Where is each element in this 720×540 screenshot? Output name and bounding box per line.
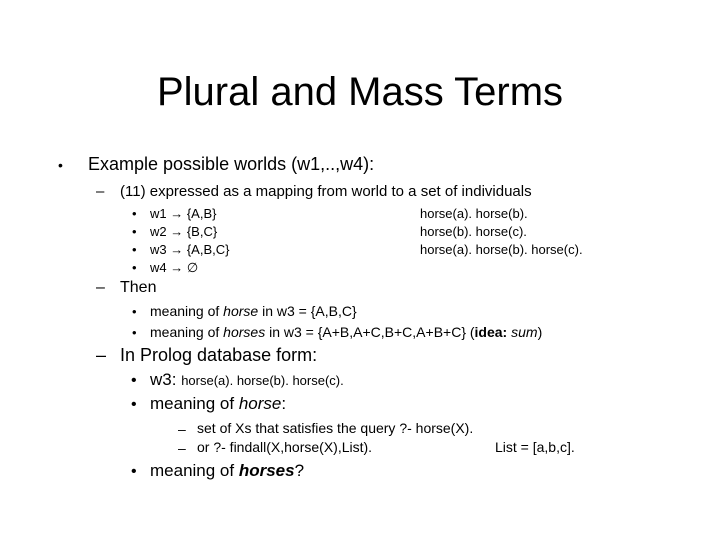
world-w1-mapping: w1 → {A,B}: [150, 206, 217, 221]
world-w4-mapping: w4 → ∅: [150, 260, 199, 275]
meaning-horse-w3: meaning of horse in w3 = {A,B,C}: [150, 303, 357, 319]
meaning-horses-question: meaning of horses?: [150, 461, 305, 480]
world-w2-facts: horse(b). horse(c).: [420, 224, 527, 239]
bullet-marker: •: [131, 396, 137, 413]
bullet-marker: •: [131, 463, 137, 480]
dash-marker: –: [96, 279, 105, 296]
prolog-heading: In Prolog database form:: [120, 345, 318, 365]
bullet-marker: •: [131, 372, 137, 389]
mapping-description: (11) expressed as a mapping from world to a set of individuals: [120, 183, 532, 200]
bullet-marker: •: [132, 242, 137, 257]
xs-satisfies-query: set of Xs that satisfies the query ?- horse(X).: [197, 420, 474, 436]
world-w2-mapping: w2 → {B,C}: [150, 224, 218, 239]
world-w1-facts: horse(a). horse(b).: [420, 206, 528, 221]
slide-title: Plural and Mass Terms: [156, 70, 564, 114]
bullet-example-worlds: Example possible worlds (w1,..,w4):: [88, 154, 375, 174]
bullet-marker: •: [132, 260, 137, 275]
findall-result: List = [a,b,c].: [495, 439, 575, 455]
dash-marker: –: [96, 345, 107, 365]
bullet-marker: •: [132, 325, 137, 340]
findall-query: or ?- findall(X,horse(X),List).: [197, 439, 373, 455]
then-heading: Then: [120, 279, 157, 296]
prolog-w3: w3: horse(a). horse(b). horse(c).: [150, 370, 344, 389]
world-w3-facts: horse(a). horse(b). horse(c).: [420, 242, 583, 257]
bullet-marker: •: [132, 206, 137, 221]
bullet-marker: •: [132, 304, 137, 319]
dash-marker: –: [96, 183, 105, 200]
prolog-meaning-horse: meaning of horse:: [150, 394, 287, 413]
world-w3-mapping: w3 → {A,B,C}: [150, 242, 230, 257]
bullet-marker: •: [58, 157, 63, 173]
dash-marker: –: [178, 421, 186, 437]
dash-marker: –: [178, 440, 186, 456]
bullet-marker: •: [132, 224, 137, 239]
meaning-horses-w3: meaning of horses in w3 = {A+B,A+C,B+C,A+B+C} (idea: sum): [150, 324, 543, 340]
